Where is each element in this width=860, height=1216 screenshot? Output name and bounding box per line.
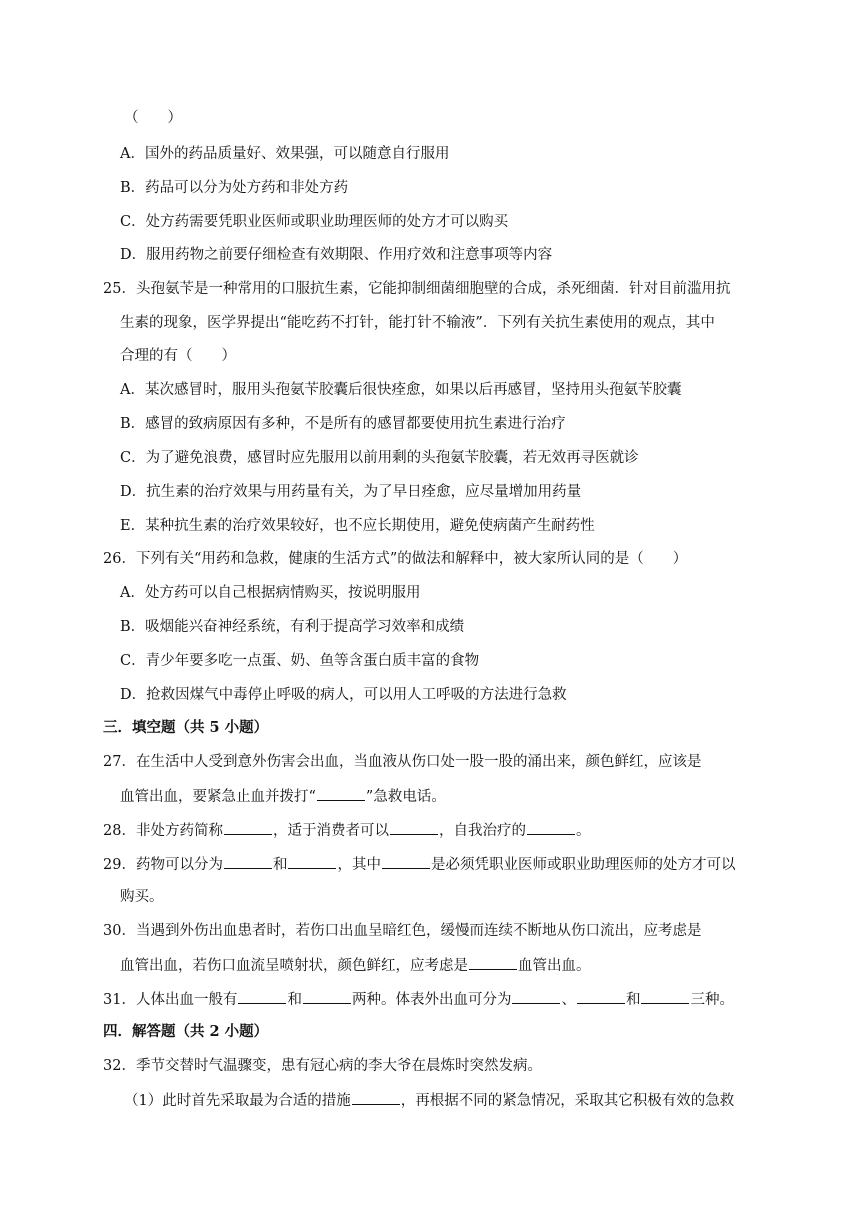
q26-option-b: B．吸烟能兴奋神经系统，有利于提高学习效率和成绩 (120, 619, 465, 635)
q28-stem (103, 820, 590, 841)
q25-stem-line3: 合理的有（ ） (120, 348, 236, 364)
q27-blank[interactable] (317, 786, 365, 801)
q29-text-a: 29．药物可以分为 (103, 857, 223, 873)
q24-option-c: C．处方药需要凭职业医师或职业助理医师的处方才可以购买 (120, 214, 509, 230)
q31-blank-4[interactable] (577, 989, 625, 1004)
q25-option-b: B．感冒的致病原因有多种，不是所有的感冒都要使用抗生素进行治疗 (120, 416, 566, 432)
q32-text-a: （1）此时首先采取最为合适的措施 (124, 1093, 351, 1109)
q29-blank-1[interactable] (224, 854, 272, 869)
q32-text-b: ，再根据不同的紧急情况，采取其它积极有效的急救 (400, 1093, 735, 1109)
q32-blank-1[interactable] (352, 1090, 400, 1105)
q26-option-d: D．抢救因煤气中毒停止呼吸的病人，可以用人工呼吸的方法进行急救 (120, 687, 567, 703)
q31-text-b: 和 (287, 992, 302, 1008)
q28-text-b: ，适于消费者可以 (272, 823, 389, 839)
q31-text-a: 31．人体出血一般有 (103, 992, 238, 1008)
section-3-heading: 三．填空题（共 5 小题） (103, 719, 269, 736)
section-4-heading: 四．解答题（共 2 小题） (103, 1023, 269, 1040)
q29-text-b: 和 (272, 857, 288, 873)
q25-option-c: C．为了避免浪费，感冒时应先服用以前用剩的头孢氨苄胶囊，若无效再寻医就诊 (120, 450, 639, 466)
q29-text-d: 是必须凭职业医师或职业助理医师的处方才可以 (430, 857, 736, 873)
q28-blank-3[interactable] (527, 820, 575, 835)
q29-text-c: ，其中 (337, 857, 381, 873)
q24-option-b: B．药品可以分为处方药和非处方药 (120, 180, 349, 196)
q31-blank-5[interactable] (641, 989, 689, 1004)
q25-stem-line2: 生素的现象，医学界提出“能吃药不打针，能打针不输液”．下列有关抗生素使用的观点，其中 (120, 315, 715, 331)
q32-stem-line1: 32．季节交替时气温骤变，患有冠心病的李大爷在晨炼时突然发病。 (103, 1058, 542, 1074)
q27-text-b: ”急救电话。 (365, 789, 446, 805)
q31-stem (103, 989, 734, 1010)
q31-blank-3[interactable] (512, 989, 560, 1004)
q30-text-a: 血管出血，若伤口血流呈喷射状，颜色鲜红，应考虑是 (120, 958, 468, 974)
q32-subquestion-1 (124, 1090, 734, 1111)
q25-option-e: E．某种抗生素的治疗效果较好，也不应长期使用，避免使病菌产生耐药性 (120, 518, 595, 534)
q30-stem-line1: 30．当遇到外伤出血患者时，若伤口出血呈暗红色，缓慢而连续不断地从伤口流出，应考虑是 (103, 923, 702, 939)
q30-text-b: 血管出血。 (518, 958, 591, 974)
q24-option-a: A．国外的药品质量好、效果强，可以随意自行服用 (120, 146, 450, 162)
q26-option-a: A．处方药可以自己根据病情购买，按说明服用 (120, 585, 421, 601)
q31-text-e: 和 (625, 992, 641, 1008)
q30-stem-line2 (120, 955, 591, 976)
q27-text-a: 血管出血，要紧急止血并拨打“ (120, 789, 316, 805)
q24-answer-paren: （ ） (124, 110, 182, 126)
q31-blank-2[interactable] (303, 989, 351, 1004)
q28-text-a: 28．非处方药简称 (103, 823, 223, 839)
q24-option-d: D．服用药物之前要仔细检查有效期限、作用疗效和注意事项等内容 (120, 247, 553, 263)
q29-blank-2[interactable] (288, 854, 336, 869)
q25-option-d: D．抗生素的治疗效果与用药量有关，为了早日痊愈，应尽量增加用药量 (120, 484, 582, 500)
q29-stem-line2: 购买。 (120, 889, 164, 905)
q29-blank-3[interactable] (382, 854, 430, 869)
q31-blank-1[interactable] (238, 989, 286, 1004)
q25-stem-line1: 25．头孢氨苄是一种常用的口服抗生素，它能抑制细菌细胞壁的合成，杀死细菌．针对目前滥用抗 (103, 281, 731, 297)
q29-stem-line1 (103, 854, 735, 875)
q26-option-c: C．青少年要多吃一点蛋、奶、鱼等含蛋白质丰富的食物 (120, 653, 480, 669)
q28-text-c: ，自我治疗的 (438, 823, 526, 839)
q31-text-d: 、 (561, 992, 576, 1008)
q28-blank-2[interactable] (390, 820, 438, 835)
q26-stem: 26．下列有关“用药和急救，健康的生活方式”的做法和解释中，被大家所认同的是（ ） (103, 551, 688, 567)
q27-stem-line1: 27．在生活中人受到意外伤害会出血，当血液从伤口处一股一股的涌出来，颜色鲜红，应该是 (103, 754, 702, 770)
q28-text-d: 。 (575, 823, 591, 839)
q25-option-a: A．某次感冒时，服用头孢氨苄胶囊后很快痊愈，如果以后再感冒，坚持用头孢氨苄胶囊 (120, 382, 682, 398)
q31-text-c: 两种。体表外出血可分为 (351, 992, 512, 1008)
q30-blank[interactable] (469, 955, 517, 970)
q31-text-f: 三种。 (690, 992, 734, 1008)
q27-stem-line2 (120, 786, 446, 807)
q28-blank-1[interactable] (224, 820, 272, 835)
